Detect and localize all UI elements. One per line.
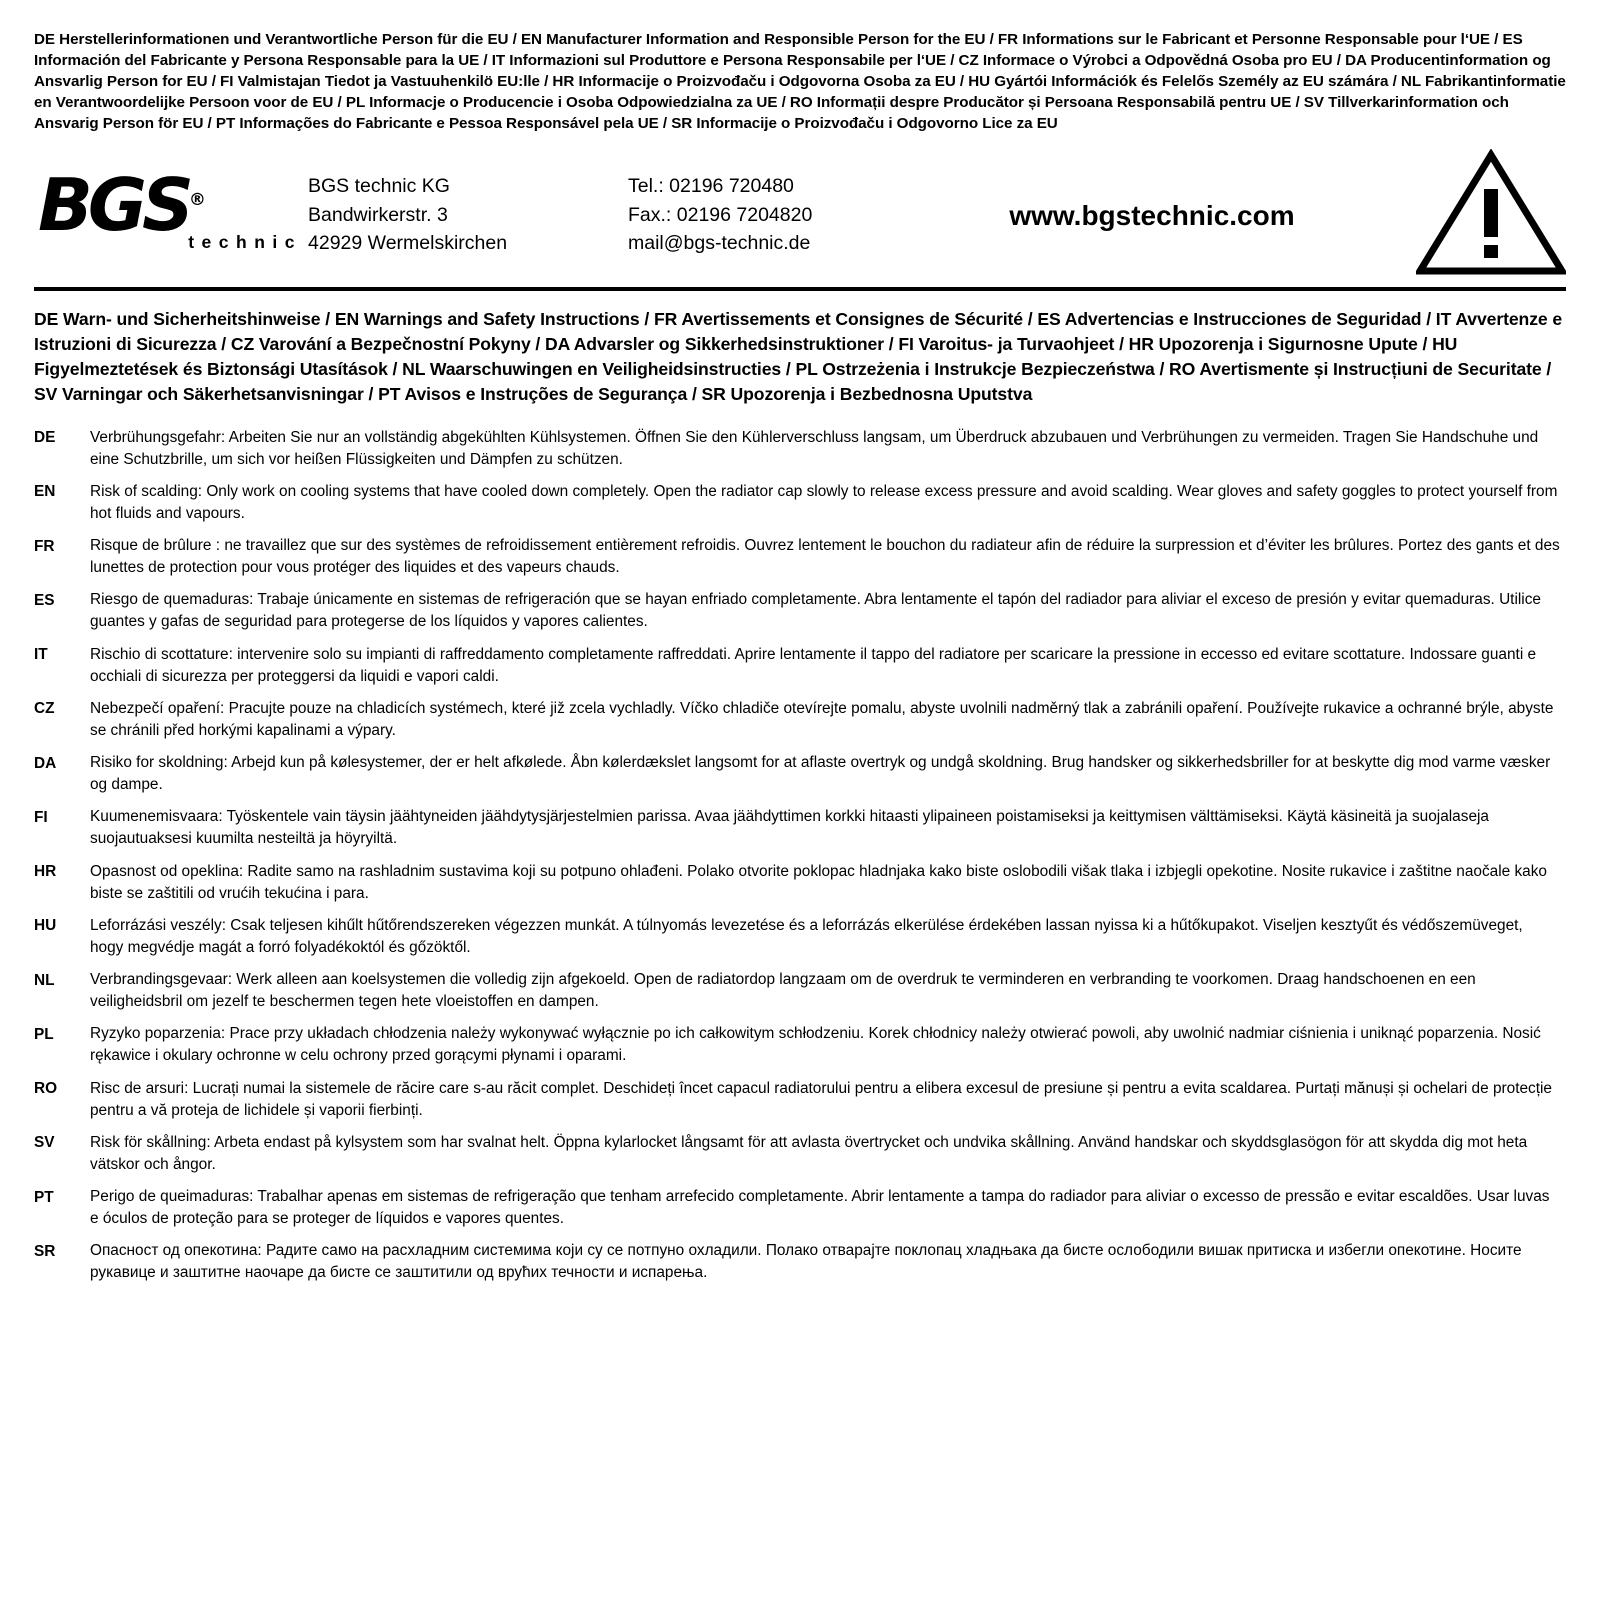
list-item: [34, 806, 1566, 850]
company-address: [308, 168, 628, 257]
company-city: 42929 Wermelskirchen: [308, 231, 508, 254]
list-item: [34, 1078, 1566, 1122]
company-email[interactable]: mail@bgs-technic.de: [628, 231, 811, 254]
language-code: DA: [34, 754, 57, 772]
language-code: RO: [34, 1080, 58, 1098]
note-text: Verbrandingsgevaar: Werk alleen aan koelsystemen die volledig zijn afgekoeld. Open de radiatordop langzaam om de overdruk te verminderen en verbranding te voorkomen. Draag handschoenen en een veiligheidsbril om jezelf te beschermen tegen hete vloeistoffen en dampen.: [90, 971, 1476, 1011]
note-text: Risiko for skoldning: Arbejd kun på kølesystemer, der er helt afkølede. Åbn kølerdækslet langsomt for at aflaste overtryk og undgå skoldning. Brug handsker og sikkerhedsbriller for at beskytte dig mod varme væsker og dampe.: [90, 754, 1551, 794]
safety-instructions-heading: DE Warn- und Sicherheitshinweise / EN Warnings and Safety Instructions / FR Avertissements et Consignes de Sécurité / ES Advertencias e Instrucciones de Seguridad / IT Avvertenze e Istruzioni di Sicurezza / CZ Varování a Bezpečnostní Pokyny / DA Advarsler og Sikkerhedsinstruktioner / FI Varoitus- ja Turvaohjeet / HR Upozorenja i Sigurnosne Upute / HU Figyelmeztetések és Biztonsági Utasítások / NL Waarschuwingen en Veiligheidsinstructies / PL Ostrzeżenia i Instrukcje Bezpieczeństwa / RO Avertismente și Instrucțiuni de Securitate / SV Varningar och Säkerhetsanvisningar / PT Avisos e Instruções de Segurança / SR Upozorenja i Bezbednosna Uputstva: [34, 308, 1563, 404]
list-item: [34, 969, 1566, 1013]
list-item: [34, 1023, 1566, 1067]
list-item: [34, 861, 1566, 905]
company-street: Bandwirkerstr. 3: [308, 203, 448, 226]
note-text: Risque de brûlure : ne travaillez que sur des systèmes de refroidissement entièrement refroidis. Ouvrez lentement le bouchon du radiateur afin de réduire la surpression et d’éviter les brûlures. Portez des gants et des lunettes de protection pour vous protéger des liquides et des vapeurs chauds.: [90, 537, 1560, 577]
language-code: HR: [34, 863, 57, 881]
note-text: Risk för skållning: Arbeta endast på kylsystem som har svalnat helt. Öppna kylarlocket långsamt för att avlasta övertrycket och undvika skållning. Använd handskar och skyddsglasögon för att skydda dig mot heta vätskor och ångor.: [90, 1133, 1528, 1173]
language-code: HU: [34, 917, 57, 935]
note-text: Risk of scalding: Only work on cooling systems that have cooled down completely. Open the radiator cap slowly to release excess pressure and avoid scalding. Wear gloves and safety goggles to protect yourself from hot fluids and vapours.: [90, 482, 1558, 522]
language-code: ES: [34, 591, 55, 609]
company-telephone: Tel.: 02196 720480: [628, 175, 794, 198]
company-website[interactable]: www.bgstechnic.com: [1009, 199, 1295, 231]
note-text: Perigo de queimaduras: Trabalhar apenas em sistemas de refrigeração que tenham arrefecido completamente. Abrir lentamente a tampa do radiador para aliviar o excesso de pressão e evitar escaldões. Usar luvas e óculos de proteção para se proteger de líquidos e vapores quentes.: [90, 1188, 1550, 1228]
note-text: Kuumenemisvaara: Työskentele vain täysin jäähtyneiden jäähdytysjärjestelmien parissa. Avaa jäähdyttimen korkki hitaasti ylipaineen poistamiseksi ja keittymisen välttämiseksi. Käytä käsineitä ja suojalaseja suojautuaksesi kuumilta nesteiltä ja höyryiltä.: [90, 808, 1489, 848]
note-text: Riesgo de quemaduras: Trabaje únicamente en sistemas de refrigeración que se hayan enfriado completamente. Abra lentamente el tapón del radiador para aliviar el exceso de presión y evitar quemaduras. Utilice guantes y gafas de seguridad para protegerse de los líquidos y vapores calientes.: [90, 591, 1541, 631]
company-header-bar: [34, 149, 1566, 291]
language-code: CZ: [34, 700, 55, 718]
list-item: [34, 589, 1566, 633]
logo-subtext: technic: [188, 232, 302, 253]
safety-notes-list: [34, 427, 1566, 1285]
company-name: BGS technic KG: [308, 175, 450, 198]
logo-text: BGS: [38, 163, 189, 248]
list-item: [34, 1186, 1566, 1230]
language-code: SR: [34, 1242, 56, 1260]
warning-triangle-icon: [1406, 149, 1566, 277]
note-text: Ryzyko poparzenia: Prace przy układach chłodzenia należy wykonywać wyłącznie po ich całkowitym schłodzeniu. Korek chłodnicy należy otwierać powoli, aby uwolnić nadmiar ciśnienia i uniknąć poparzenia. Nosić rękawice i okulary ochronne w celu ochrony przed gorącymi płynami i oparami.: [90, 1025, 1541, 1065]
registered-trademark-icon: ®: [188, 190, 206, 211]
note-text: Verbrühungsgefahr: Arbeiten Sie nur an vollständig abgekühlten Kühlsystemen. Öffnen Sie den Kühlerverschluss langsam, um Überdruck abzubauen und Verbrühungen zu vermeiden. Tragen Sie Handschuhe und eine Schutzbrille, um sich vor heißen Flüssigkeiten und Dämpfen zu schützen.: [90, 428, 1539, 468]
company-fax: Fax.: 02196 7204820: [628, 203, 813, 226]
list-item: [34, 1132, 1566, 1176]
list-item: [34, 481, 1566, 525]
list-item: [34, 644, 1566, 688]
company-contact: [628, 168, 928, 257]
bgs-logo: [34, 163, 308, 253]
language-code: IT: [34, 646, 48, 664]
list-item: [34, 752, 1566, 796]
language-code: EN: [34, 483, 56, 501]
note-text: Risc de arsuri: Lucrați numai la sistemele de răcire care s-au răcit complet. Deschideți încet capacul radiatorului pentru a elibera excesul de presiune și pentru a evita scaldarea. Purtați mănuși și ochelari de protecție pentru a vă proteja de lichidele și vaporii fierbinți.: [90, 1079, 1552, 1119]
language-code: NL: [34, 971, 55, 989]
language-code: FI: [34, 808, 48, 826]
note-text: Opasnost od opeklina: Radite samo na rashladnim sustavima koji su potpuno ohlađeni. Polako otvorite poklopac hladnjaka kako biste oslobodili višak tlaka i izbjegli opekotine. Nosite rukavice i zaštitne naočale kako biste se zaštitili od vrućih tekućina i para.: [90, 862, 1547, 902]
note-text: Rischio di scottature: intervenire solo su impianti di raffreddamento completamente raffreddati. Aprire lentamente il tappo del radiatore per scaricare la pressione in eccesso ed evitare scottature. Indossare guanti e occhiali di sicurezza per proteggersi da liquidi e vapori caldi.: [90, 645, 1537, 685]
language-code: PL: [34, 1025, 54, 1043]
list-item: [34, 698, 1566, 742]
language-code: SV: [34, 1134, 55, 1152]
list-item: [34, 1240, 1566, 1284]
note-text: Leforrázási veszély: Csak teljesen kihűlt hűtőrendszereken végezzen munkát. A túlnyomás levezetése és a leforrázás elkerülése érdekében lassan nyissa ki a hűtőkupakot. Viseljen kesztyűt és védőszemüveget, hogy megvédje magát a forró folyadékoktól és gőzöktől.: [90, 916, 1523, 956]
language-code: PT: [34, 1188, 54, 1206]
list-item: [34, 915, 1566, 959]
list-item: [34, 427, 1566, 471]
manufacturer-info-heading: DE Herstellerinformationen und Verantwortliche Person für die EU / EN Manufacturer Information and Responsible Person for the EU / FR Informations sur le Fabricant et Personne Responsable pour l‘UE / ES Información del Fabricante y Persona Responsable para la UE / IT Informazioni sul Produttore e Persona Responsabile per l‘UE / CZ Informace o Výrobci a Odpovědná Osoba pro EU / DA Producentinformation og Ansvarlig Person for EU / FI Valmistajan Tiedot ja Vastuuhenkilö EU:lle / HR Informacije o Proizvođaču i Odgovorna Osoba za EU / HU Gyártói Információk és Felelős Személy az EU számára / NL Fabrikantinformatie en Verantwoordelijke Persoon voor de EU / PL Informacje o Producencie i Osoba Odpowiedzialna za UE / RO Informații despre Producător și Persoana Responsabilă pentru UE / SV Tillverkarinformation och Ansvarig Person för EU / PT Informações do Fabricante e Pessoa Responsável pela UE / SR Informacije o Proizvođaču i Odgovorno Lice za EU: [34, 31, 1566, 132]
language-code: DE: [34, 429, 56, 447]
language-code: FR: [34, 537, 55, 555]
note-text: Nebezpečí opaření: Pracujte pouze na chladicích systémech, které již zcela vychladly. Víčko chladiče otevírejte pomalu, abyste uvolnili nadměrný tlak a zabránili opaření. Používejte rukavice a ochranné brýle, abyste se chránili před horkými kapalinami a výpary.: [90, 699, 1554, 739]
note-text: Опасност од опекотина: Радите само на расхладним системима који су се потпуно охладили. Полако отварајте поклопац хладњака да бисте ослободили вишак притиска и избегли опекотине. Носите рукавице и заштитне наочаре да бисте се заштитили од врућих течности и испарења.: [90, 1242, 1522, 1282]
list-item: [34, 535, 1566, 579]
